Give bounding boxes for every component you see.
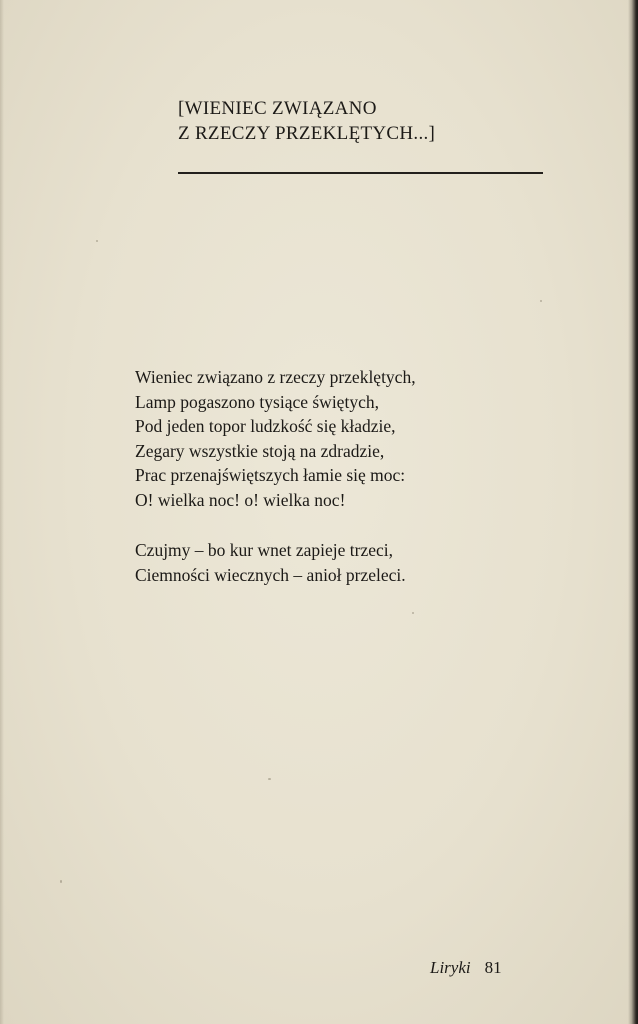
verse-line: Lamp pogaszono tysiące świętych, [135,391,379,412]
paper-speck [412,612,414,614]
verse-line: Ciemności wiecznych – anioł przeleci. [135,564,406,585]
page-number: 81 [484,958,502,977]
paper-speck [96,240,98,242]
verse-line: Wieniec związano z rzeczy przeklętych, [135,367,416,387]
poem-title-line-2: Z RZECZY PRZEKLĘTYCH...] [178,123,436,144]
stanza-2 [135,538,515,587]
verse-line: Prac przenajświętszych łamie się moc: [135,465,406,485]
title-divider-rule [178,172,543,174]
poem-title [178,96,538,146]
verse-line: O! wielka noc! o! wielka noc! [135,489,346,510]
verse-line: Czujmy – bo kur wnet zapieje trzeci, [135,540,394,560]
verse-line: Zegary wszystkie stoją na zdradzie, [135,440,385,461]
paper-speck [540,300,542,302]
paper-speck [268,778,271,780]
running-footer-title: Liryki [430,958,471,977]
paper-speck [60,880,62,883]
verse-line: Pod jeden topor ludzkość się kładzie, [135,416,396,436]
page-footer [430,958,570,978]
poem-body [135,365,515,613]
stanza-1 [135,365,515,512]
poem-title-line-1: [WIENIEC ZWIĄZANO [178,98,377,119]
page-left-edge [0,0,4,1024]
book-spine-shadow [628,0,638,1024]
